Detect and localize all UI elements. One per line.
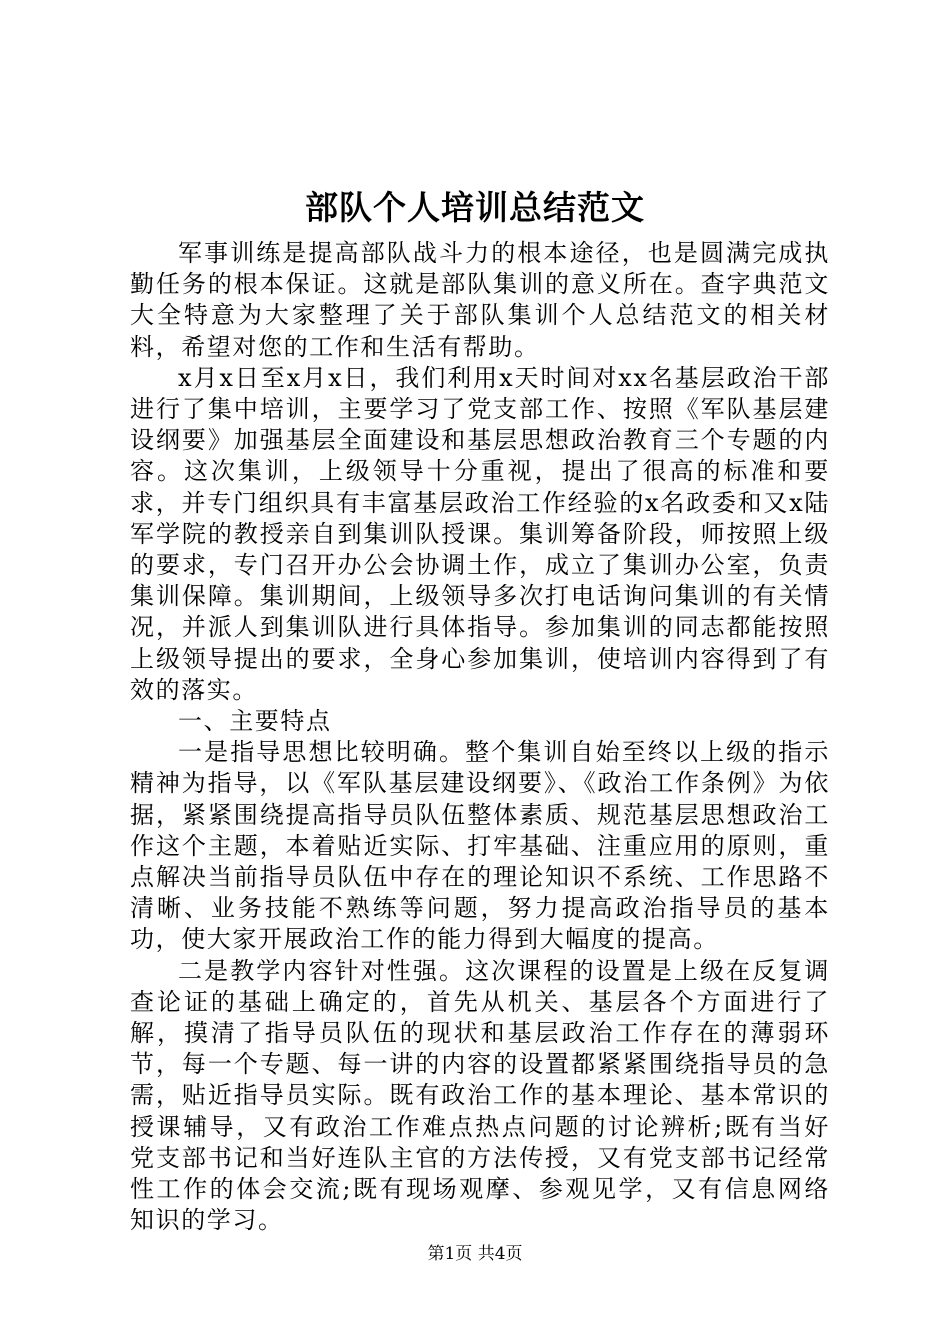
paragraph-training-overview: x月x日至x月x日，我们利用x天时间对xx名基层政治干部进行了集中培训，主要学习了党支部工作、按照《军队基层建设纲要》加强基层全面建设和基层思想政治教育三个专题的内容。这次集训，上级领导十分重视，提出了很高的标准和要求，并专门组织具有丰富基层政治工作经验的x名政委和又x陆军学院的教授亲自到集训队授课。集训筹备阶段，师按照上级的要求，专门召开办公会协调土作，成立了集训办公室，负责集训保障。集训期间，上级领导多次打电话询问集训的有关情况，并派人到集训队进行具体指导。参加集训的同志都能按照上级领导提出的要求，全身心参加集训，使培训内容得到了有效的落实。 bbox=[130, 363, 830, 704]
document-body bbox=[130, 238, 830, 1237]
paragraph-feature-two: 二是教学内容针对性强。这次课程的设置是上级在反复调查论证的基础上确定的，首先从机关、基层各个方面进行了解，摸清了指导员队伍的现状和基层政治工作存在的薄弱环节，每一个专题、每一讲的内容的设置都紧紧围绕指导员的急需，贴近指导员实际。既有政治工作的基本理论、基本常识的授课辅导，又有政治工作难点热点问题的讨论辨析;既有当好党支部书记和当好连队主官的方法传授，又有党支部书记经常性工作的体会交流;既有现场观摩、参观见学，又有信息网络知识的学习。 bbox=[130, 956, 830, 1235]
page-footer: 第1页 共4页 bbox=[427, 1244, 523, 1264]
document-title: 部队个人培训总结范文 bbox=[305, 188, 645, 227]
paragraph-intro: 军事训练是提高部队战斗力的根本途径，也是圆满完成执勤任务的根本保证。这就是部队集训的意义所在。查字典范文大全特意为大家整理了关于部队集训个人总结范文的相关材料，希望对您的工作和生活有帮助。 bbox=[130, 239, 830, 361]
section-heading-main-features: 一、主要特点 bbox=[178, 707, 332, 736]
paragraph-feature-one: 一是指导思想比较明确。整个集训自始至终以上级的指示精神为指导，以《军队基层建设纲要》、《政治工作条例》为依据，紧紧围绕提高指导员队伍整体素质、规范基层思想政治工作这个主题，本着贴近实际、打牢基础、注重应用的原则，重点解决当前指导员队伍中存在的理论知识不系统、工作思路不清晰、业务技能不熟练等问题，努力提高政治指导员的基本功，使大家开展政治工作的能力得到大幅度的提高。 bbox=[130, 738, 830, 954]
